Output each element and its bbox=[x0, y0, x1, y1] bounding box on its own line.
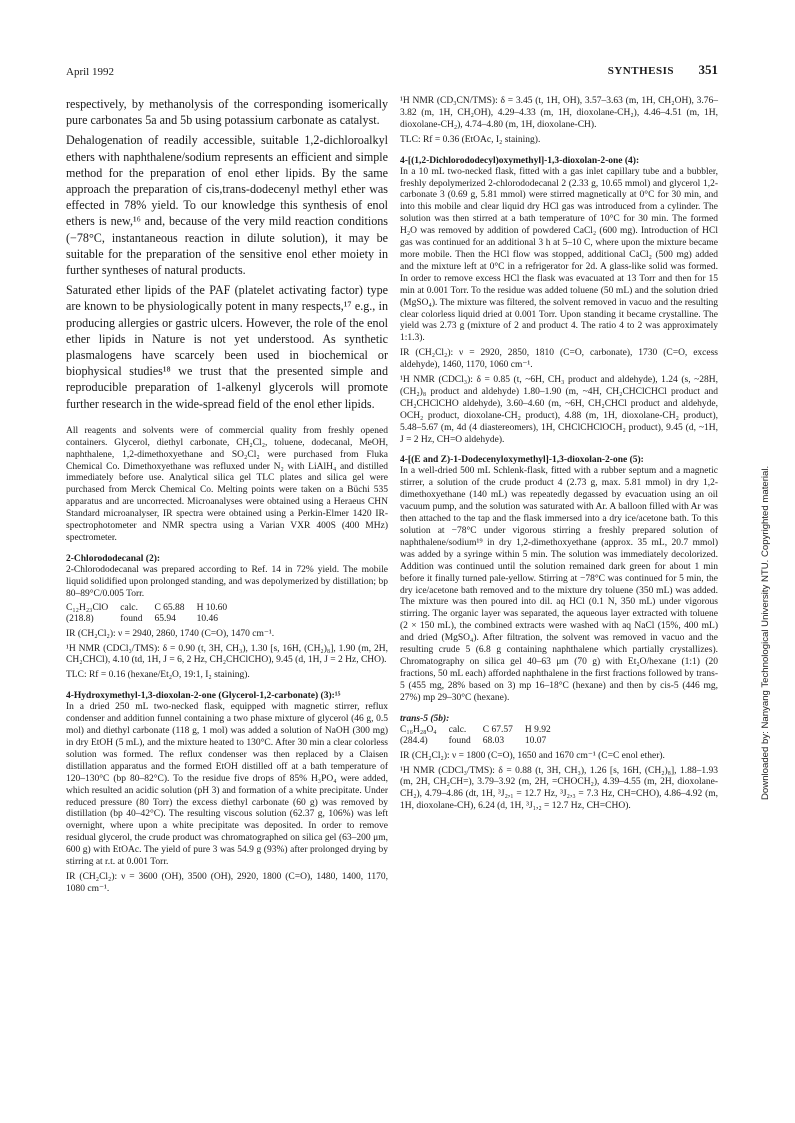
procedure-text: 2-Chlorododecanal was prepared according to Ref. 14 in 72% yield. The mobile liquid solidified upon prolonged standing, and was depolymerized by distillation; bp 80–89°C/0.005 Torr. bbox=[66, 564, 388, 599]
h-found: 10.46 bbox=[196, 614, 218, 625]
c-found: 68.03 bbox=[482, 736, 505, 747]
download-watermark: Downloaded by: Nanyang Technological University NTU. Copyrighted material. bbox=[760, 465, 771, 800]
h-found: 10.07 bbox=[524, 736, 547, 747]
issue-date: April 1992 bbox=[66, 66, 114, 78]
elemental-analysis bbox=[400, 725, 563, 748]
h-calc: H 9.92 bbox=[524, 724, 551, 735]
procedure-text: In a 10 mL two-necked flask, fitted with a gas inlet capillary tube and a bubbler, freshly depolymerized 2-chlorododecanal 2 (2.33 g, 10.65 mmol) and glycerol 1,2-carbonate 3 (0.69 g, 5.81 mmol) were stirred magnetically at 0°C for 30 min, and into this mobile and clear liquid dry HCl gas was introduced from a cylinder. The solution was then stirred at a bath temperature of 10°C for 30 min. The formed H₂O was removed by addition of powdered CaCl₂ (600 mg). Introduction of HCl gas was continued for an additional 3 h at 5–10 C, where upon the mixture became more mobile. Then the HCl flow was stopped, additional CaCl₂ (500 mg) added and the mixture left at 0°C in a refrigerator for 2d. A glass-like solid was formed. In order to remove excess HCl the flask was evacuated at 13 Torr and then for 15 min at 0.001 Torr. To the residue was added toluene (50 mL) and the solution dried (MgSO₄). The mixture was filtered, the solvent removed in vacuo and the resulting clear colorless liquid dried at 0.001 Torr. Upon standing it became crystalline. The yield was 2.73 g (mixture of 2 and product 4. The ratio 4 to 2 was approximately 1:1.3). bbox=[400, 166, 718, 344]
formula: C₁₂H₂₃ClO bbox=[66, 602, 109, 613]
found-label: found bbox=[448, 736, 471, 747]
nmr-data: ¹H NMR (CD₃CN/TMS): δ = 3.45 (t, 1H, OH), 3.57–3.63 (m, 1H, CH₂OH), 3.76–3.82 (m, 1H, CH₂OH), 4.29–4.33 (m, 1H, dioxolane-CH₂), 4.46–4.51 (m, 1H, dioxolane-CH₂), 4.74–4.80 (m, 1H, dioxolane-CH). bbox=[400, 96, 718, 130]
ir-data: IR (CH₂Cl₂): ν = 1800 (C=O), 1650 and 1670 cm⁻¹ (C=C enol ether). bbox=[400, 750, 665, 761]
paragraph: respectively, by methanolysis of the corresponding isomerically pure carbonates 5a and 5b using potassium carbonate as catalyst. bbox=[66, 97, 388, 128]
c-calc: C 67.57 bbox=[482, 724, 513, 735]
page-number: 351 bbox=[698, 62, 718, 77]
c-calc: C 65.88 bbox=[154, 602, 185, 613]
paragraph: Dehalogenation of readily accessible, suitable 1,2-dichloroalkyl ethers with naphthalene/sodium represents an efficient and simple method for the preparation of enol ether lipids. By the same approach the preparation of cis,trans-dodecenyl methyl ether was effected in 78% yield. To our knowledge this synthesis of enol ethers is new,¹⁶ and, because of the very mild reaction conditions (−78°C, instantaneous reaction in dilute solution), it may be suitable for the preparation of the sensitive enol ether moiety in further syntheses of natural products. bbox=[66, 133, 388, 278]
h-calc: H 10.60 bbox=[196, 602, 228, 613]
calc-label: calc. bbox=[448, 724, 467, 735]
elemental-analysis bbox=[66, 603, 239, 626]
molecular-weight: (218.8) bbox=[66, 614, 94, 625]
journal-name: SYNTHESIS bbox=[607, 65, 674, 77]
found-label: found bbox=[120, 614, 143, 625]
right-column bbox=[400, 96, 718, 813]
compound-heading: 4-Hydroxymethyl-1,3-dioxolan-2-one (Glycerol-1,2-carbonate) (3):¹⁵ bbox=[66, 691, 341, 702]
compound-heading: 4-[(E and Z)-1-Dodecenyloxymethyl]-1,3-dioxolan-2-one (5): bbox=[400, 455, 644, 466]
left-column bbox=[66, 96, 388, 896]
nmr-data: ¹H NMR (CDCl₃/TMS): δ = 0.88 (t, 3H, CH₃), 1.26 [s, 16H, (CH₂)₈], 1.88–1.93 (m, 2H, CH₂CH=), 3.79–3.92 (m, 2H, =CHOCH₂), 4.39–4.55 (m, 2H, dioxolane-CH₂), 4.79–4.86 (dt, 1H, ³J₂,₁ = 12.7 Hz, ³J₂,₃ = 7.3 Hz, CH=CHO), 4.86–4.92 (m, 1H, dioxolane-CH), 6.24 (d, 1H, ³J₁,₂ = 12.7 Hz, CH=CHO). bbox=[400, 765, 718, 812]
c-found: 65.94 bbox=[154, 614, 176, 625]
procedure-text: In a well-dried 500 mL Schlenk-flask, fitted with a rubber septum and a magnetic stirrer, a solution of the crude product 4 (2.73 g, max. 5.81 mmol) in dry 1,2-dimethoxyethane (140 mL) was repeatedly degassed by evacuation using an oil vacuum pump, and the solution was saturated with Ar. A balloon filled with Ar was then attached to the tap and the flask immersed into a dry ice/acetone bath. To this solution at −78°C under vigorous stirring a freshly prepared solution of naphthalene/sodium¹⁹ in dry 1,2-dimethoxyethane (approx. 35 mL, 20.7 mmol) was added by a syringe within 5 min. The solution was immediately decolorized. Addition was continued until the solution remained dark green for about 1 min before it finally turned pale-yellow. Stirring at −78°C was continued for 5 min, the dry ice/acetone bath removed and to the mixture dry toluene (350 mL) was added. The mixture was then poured into dil. aq HCl (0.1 N, 350 mL) under vigorous stirring. The organic layer was separated, the aqueous layer extracted with toluene (2 × 150 mL), the combined extracts were washed with aq NaCl (15%, 400 mL) and dried (MgSO₄). After filtration, the solvent was removed in vacuo and the resulting crude 5 (6.8 g containing naphthalene which partially crystallizes). Chromatography on silica gel 40–63 μm (70 g) with Et₂O/hexane (1:1) (20 fractions, 50 mL each) afforded naphthalene in the first fractions followed by trans-5 (455 mg, 28% based on 3) mp 16–18°C (hexane) and then by cis-5 (446 mg, 27%) mp 29–30°C (hexane). bbox=[400, 466, 718, 703]
running-header bbox=[66, 62, 718, 82]
compound-heading: trans-5 (5b): bbox=[400, 713, 450, 724]
nmr-data: ¹H NMR (CDCl₃): δ = 0.85 (t, ~6H, CH₃ product and aldehyde), 1.24 (s, ~28H, (CH₂)₈ product and aldehyde) 1.80–1.90 (m, ~4H, CH₂CHClCHCl product and CH₂CHClCHO aldehyde), 3.60–4.60 (m, ~6H, CH₂CHCl product and aldehyde, OCH₂ product, dioxolane-CH₂ product), 4.88 (m, 1H, dioxolane-CH₂ product), 5.48–5.67 (m, 4d (4 diastereomers), 1H, CHClCHClOCH₂ product), 9.45 (d, ~1H, J = 2 Hz, CH=O aldehyde). bbox=[400, 375, 718, 445]
procedure-text: In a dried 250 mL two-necked flask, equipped with magnetic stirrer, reflux condenser and addition funnel containing a two phase mixture of glycerol (46 g, 0.5 mol) and diethyl carbonate (118 g, 1 mol) was added a solution of NaOH (300 mg) in dry EtOH (5 mL), and the mixture heated to 130°C. After 30 min a clear colorless solution was formed. The reflux condenser was then replaced by a Claisen distillation apparatus and the formed EtOH distilled off at a bath temperature of 120–130°C (bp 80–82°C). To the residue five drops of 85% H₃PO₄ were added, which resulted an acidic solution (pH 3) and formation of a white precipitate. Under reduced pressure (80 Torr) the excess diethyl carbonate (60 g) was removed by distillation (bp 40–42°C). The resulting viscous solution (62.37 g, 106%) was left overnight, where upon a white precipitate was deposited. In order to remove residual glycerol, the crude product was chromatographed on silica gel (63–200 μm, 600 g) with EtOAc. The yield of pure 3 was 54.9 g (93%) after prolonged drying by stirring at r.t. at 0.001 Torr. bbox=[66, 702, 388, 868]
ir-data: IR (CH₂Cl₂): ν = 2920, 2850, 1810 (C=O, carbonate), 1730 (C=O, excess aldehyde), 1460, 1170, 1060 cm⁻¹. bbox=[400, 348, 718, 371]
formula: C₁₆H₂₈O₄ bbox=[400, 724, 437, 735]
experimental-general: All reagents and solvents were of commercial quality from freshly opened containers. Glycerol, diethyl carbonate, CH₂Cl₂, toluene, dodecanal, MeOH, naphthalene, 1,2-dimethoxyethane and SO₂Cl₂ were purchased from Fluka Chemical Co. Dimethoxyethane was refluxed under N₂ with LiAlH₄ and distilled immediately before use. Analytical silica gel TLC plates and silica gel were purchased from Merck Chemical Co. Melting points were taken on a Büchi 535 apparatus and are uncorrected. Microanalyses were obtained using a Heraeus CHN Standard microanalyser, IR spectra were obtained using a Perkin-Elmer 1420 IR-spectrophotometer and NMR spectra using a Varian VXR 400S (400 MHz) spectrometer. bbox=[66, 425, 388, 544]
ir-data: IR (CH₂Cl₂): ν = 2940, 2860, 1740 (C=O), 1470 cm⁻¹. bbox=[66, 628, 275, 639]
molecular-weight: (284.4) bbox=[400, 736, 428, 747]
compound-heading: 2-Chlorododecanal (2): bbox=[66, 553, 161, 564]
tlc-data: TLC: Rf = 0.16 (hexane/Et₂O, 19:1, I₂ staining). bbox=[66, 670, 250, 681]
calc-label: calc. bbox=[120, 602, 138, 613]
compound-heading: 4-[(1,2-Dichlorododecyl)oxymethyl]-1,3-dioxolan-2-one (4): bbox=[400, 155, 640, 166]
nmr-data: ¹H NMR (CDCl₃/TMS): δ = 0.90 (t, 3H, CH₃), 1.30 [s, 16H, (CH₂)₈], 1.90 (m, 2H, CH₂CHCl), 4.10 (td, 1H, J = 6, 2 Hz, CH₂CHClCHO), 9.45 (d, 1H, J = 2 Hz, CHO). bbox=[66, 643, 388, 666]
ir-data: IR (CH₂Cl₂): ν = 3600 (OH), 3500 (OH), 2920, 1800 (C=O), 1480, 1400, 1170, 1080 cm⁻¹. bbox=[66, 871, 388, 894]
tlc-data: TLC: Rf = 0.36 (EtOAc, I₂ staining). bbox=[400, 134, 541, 145]
paragraph: Saturated ether lipids of the PAF (platelet activating factor) type are known to be physiologically potent in many respects,¹⁷ e.g., in producing allergies or gastric ulcers. However, the role of the enol ether lipids in Nature is not yet understood. As synthetic plasmalogens have scarcely been used in biochemical or biophysical studies¹⁸ we trust that the presented simple and reproducible preparation of 1-alkenyl glycerols will promote further research in the wide-spread field of the enol ether lipids. bbox=[66, 283, 388, 411]
